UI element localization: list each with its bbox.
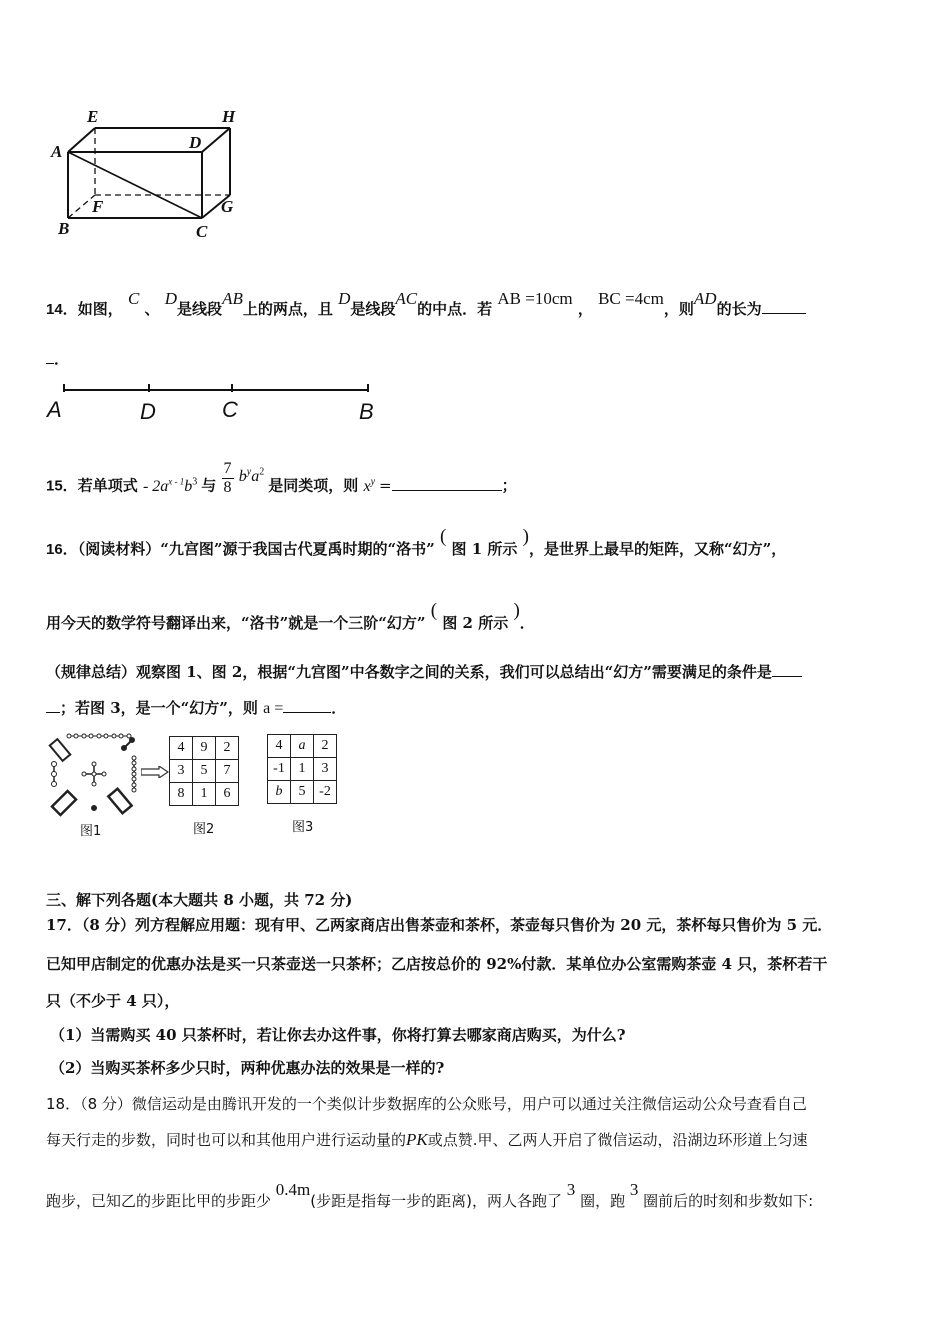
question-17-line1: 17．（8 分）列方程解应用题：现有甲、乙两家商店出售茶壶和茶杯，茶壶每只售价为 20 元，茶杯每只售价为 5 元．: [46, 916, 833, 934]
grid2-cell: 2: [216, 737, 239, 760]
figure-2-grid: [169, 736, 239, 806]
grid2-cell: 1: [193, 783, 216, 806]
question-14-tail: ．: [46, 348, 69, 369]
label-A: A: [51, 142, 63, 161]
answer-blank: [772, 676, 802, 677]
question-18-line1: 18．（8 分）微信运动是由腾讯开发的一个类似计步数据库的公众账号，用户可以通过关注微信运动公众号查看自己: [46, 1095, 807, 1113]
figure-3-caption: 图3: [292, 820, 314, 835]
grid3-cell: b: [268, 781, 291, 804]
answer-blank: [392, 490, 502, 491]
grid2-cell: 5: [193, 760, 216, 783]
grid2-cell: 3: [170, 760, 193, 783]
grid2-cell: 4: [170, 737, 193, 760]
question-17-line2: 已知甲店制定的优惠办法是买一只茶壶送一只茶杯；乙店按总价的 92%付款．某单位办公室需购茶壶 4 只，茶杯若干: [46, 955, 828, 973]
line-label-A: A: [47, 397, 62, 422]
question-17-sub1: （1）当需购买 40 只茶杯时，若让你去办这件事，你将打算去哪家商店购买，为什么?: [50, 1026, 626, 1044]
question-14: 14．如图， C 、 D是线段AB上的两点，且 D是线段AC的中点．若 AB =10cm ， BC =4cm，则AD的长为: [46, 298, 806, 319]
question-16-line4: ；若图 3，是一个“幻方”，则 a = ．: [46, 697, 346, 718]
question-17-line3: 只（不少于 4 只），: [46, 992, 180, 1010]
label-E: E: [87, 107, 99, 126]
segment-figure: [40, 378, 390, 424]
answer-blank: [762, 313, 806, 314]
arrow-right-icon: [141, 766, 169, 778]
grid3-cell: 5: [291, 781, 314, 804]
label-F: F: [92, 197, 104, 216]
grid3-cell: 2: [314, 735, 337, 758]
grid2-cell: 6: [216, 783, 239, 806]
question-16-line1: 16．（阅读材料）“九宫图”源于我国古代夏禹时期的“洛书” ( 图 1 所示 )，是世界上最早的矩阵，又称“幻方”，: [46, 526, 787, 558]
answer-blank: [46, 712, 60, 713]
grid2-cell: 7: [216, 760, 239, 783]
grid2-cell: 8: [170, 783, 193, 806]
grid3-cell: -1: [268, 758, 291, 781]
luoshu-figure: [44, 728, 144, 824]
fraction: $\frac{7}{8}$: [223, 460, 232, 496]
section-3-heading: 三、解下列各题(本大题共 8 小题，共 72 分): [46, 891, 353, 909]
grid3-cell: 1: [291, 758, 314, 781]
question-18-line2: 每天行走的步数，同时也可以和其他用户进行运动量的PK或点赞.甲、乙两人开启了微信运动，沿湖边环形道上匀速: [46, 1130, 808, 1149]
figure-3-grid: [267, 734, 337, 804]
line-label-D: D: [140, 399, 156, 424]
figure-2-caption: 图2: [193, 822, 215, 837]
label-D: D: [189, 133, 202, 152]
question-16-line2: 用今天的数学符号翻译出来，“洛书”就是一个三阶“幻方” ( 图 2 所示 )．: [46, 600, 535, 632]
label-C: C: [196, 222, 208, 241]
figure-1-caption: 图1: [80, 824, 102, 839]
answer-blank: [46, 363, 54, 364]
grid3-cell: 4: [268, 735, 291, 758]
question-15: 15．若单项式 - $2a^{x - 1}b^3$ 与 $\frac{7}{8}$ $b^ya^2$ 是同类项，则 $x^y$ = ；: [46, 460, 517, 496]
grid2-cell: 9: [193, 737, 216, 760]
label-B: B: [58, 219, 70, 238]
question-18-line3: 跑步，已知乙的步距比甲的步距少 0.4m(步距是指每一步的距离)，两人各跑了 3 圈，跑 3 圈前后的时刻和步数如下:: [46, 1180, 814, 1210]
grid3-cell: -2: [314, 781, 337, 804]
line-label-B: B: [359, 399, 374, 424]
cuboid-figure: [40, 100, 260, 250]
question-17-sub2: （2）当购买茶杯多少只时，两种优惠办法的效果是一样的?: [50, 1059, 445, 1077]
answer-blank: [283, 712, 331, 713]
line-label-C: C: [222, 397, 238, 422]
grid3-cell: a: [291, 735, 314, 758]
grid3-cell: 3: [314, 758, 337, 781]
label-G: G: [221, 197, 234, 216]
label-H: H: [222, 107, 236, 126]
question-16-line3: （规律总结）观察图 1、图 2，根据“九宫图”中各数字之间的关系，我们可以总结出“幻方”需要满足的条件是: [46, 661, 802, 682]
